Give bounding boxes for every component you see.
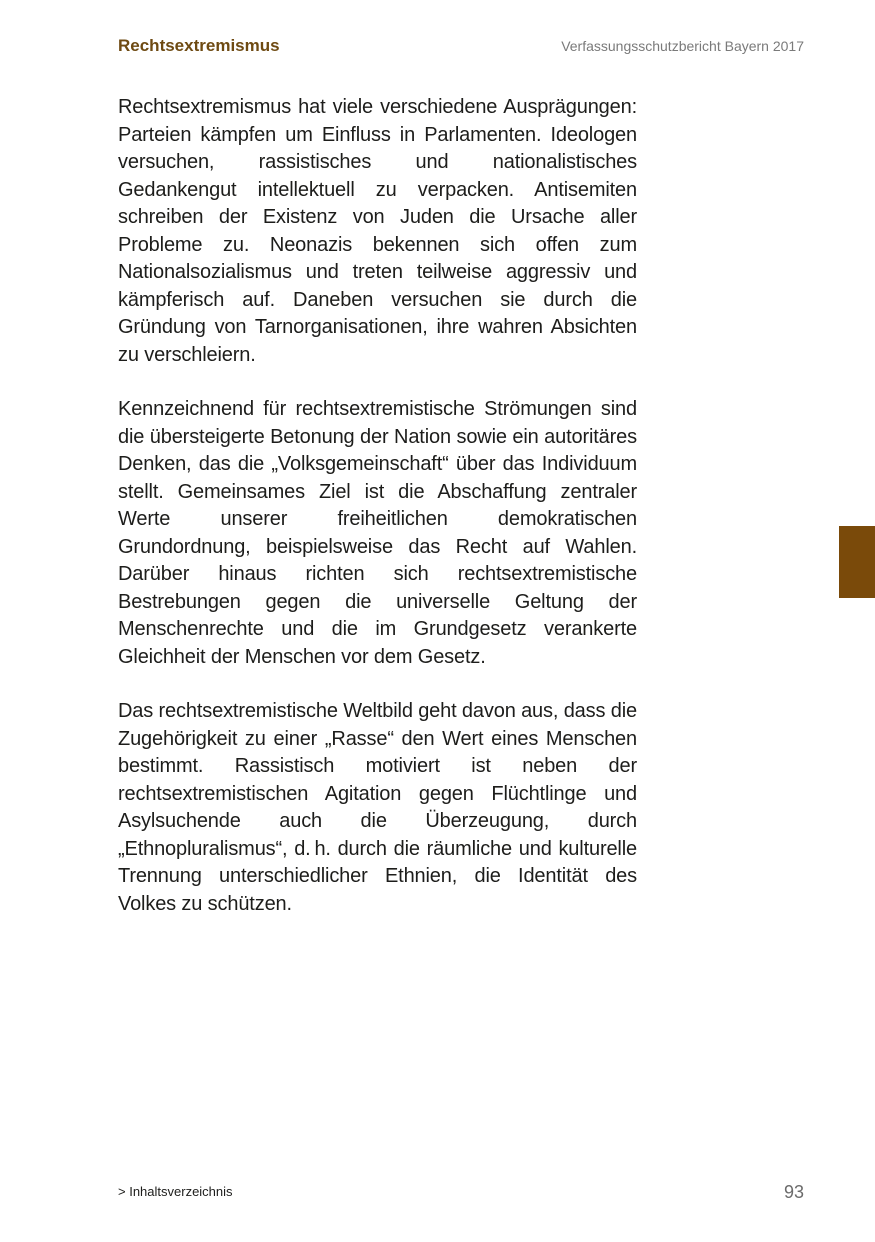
section-title: Rechtsextremismus	[118, 36, 280, 55]
page-number: 93	[783, 1182, 804, 1202]
paragraph-3: Das rechtsextremistische Weltbild geht davon aus, dass die Zugehörigkeit zu einer „Rasse“ den Wert eines Menschen bestimmt. Rassistisch motiviert ist neben der rechtsextremistischen Agitation gegen Flüchtlinge und Asylsuchende auch die Überzeugung, durch „Ethnopluralismus“, d. h. durch die räumliche und kulturelle Trennung unterschiedlicher Ethnien, die Identität des Volkes zu schützen.	[118, 700, 637, 915]
main-text	[118, 94, 637, 945]
report-title: Verfassungsschutzbericht Bayern 2017	[561, 38, 804, 54]
chapter-tab-marker	[839, 526, 875, 598]
paragraph-2: Kennzeichnend für rechtsextremistische Strömungen sind die übersteigerte Betonung der Nation sowie ein autoritäres Denken, das die „Volksgemeinschaft“ über das Individuum stellt. Gemeinsames Ziel ist die Abschaffung zentraler Werte unserer freiheitlichen demokratischen Grundordnung, beispielsweise das Recht auf Wahlen. Darüber hinaus richten sich rechtsextremistische Bestrebungen gegen die universelle Geltung der Menschenrechte und die im Grundgesetz verankerte Gleichheit der Menschen vor dem Gesetz.	[118, 398, 637, 668]
paragraph-1: Rechtsextremismus hat viele verschiedene Ausprägungen: Parteien kämpfen um Einfluss in Parlamenten. Ideologen versuchen, rassistisches und nationalistisches Gedankengut intellektuell zu verpacken. Antisemiten schreiben der Existenz von Juden die Ursache aller Probleme zu. Neonazis bekennen sich offen zum Nationalsozialismus und treten teilweise aggressiv und kämpferisch auf. Daneben versuchen sie durch die Gründung von Tarnorganisationen, ihre wahren Absichten zu verschleiern.	[118, 96, 637, 366]
table-of-contents-link[interactable]: > Inhaltsverzeichnis	[118, 1184, 233, 1199]
